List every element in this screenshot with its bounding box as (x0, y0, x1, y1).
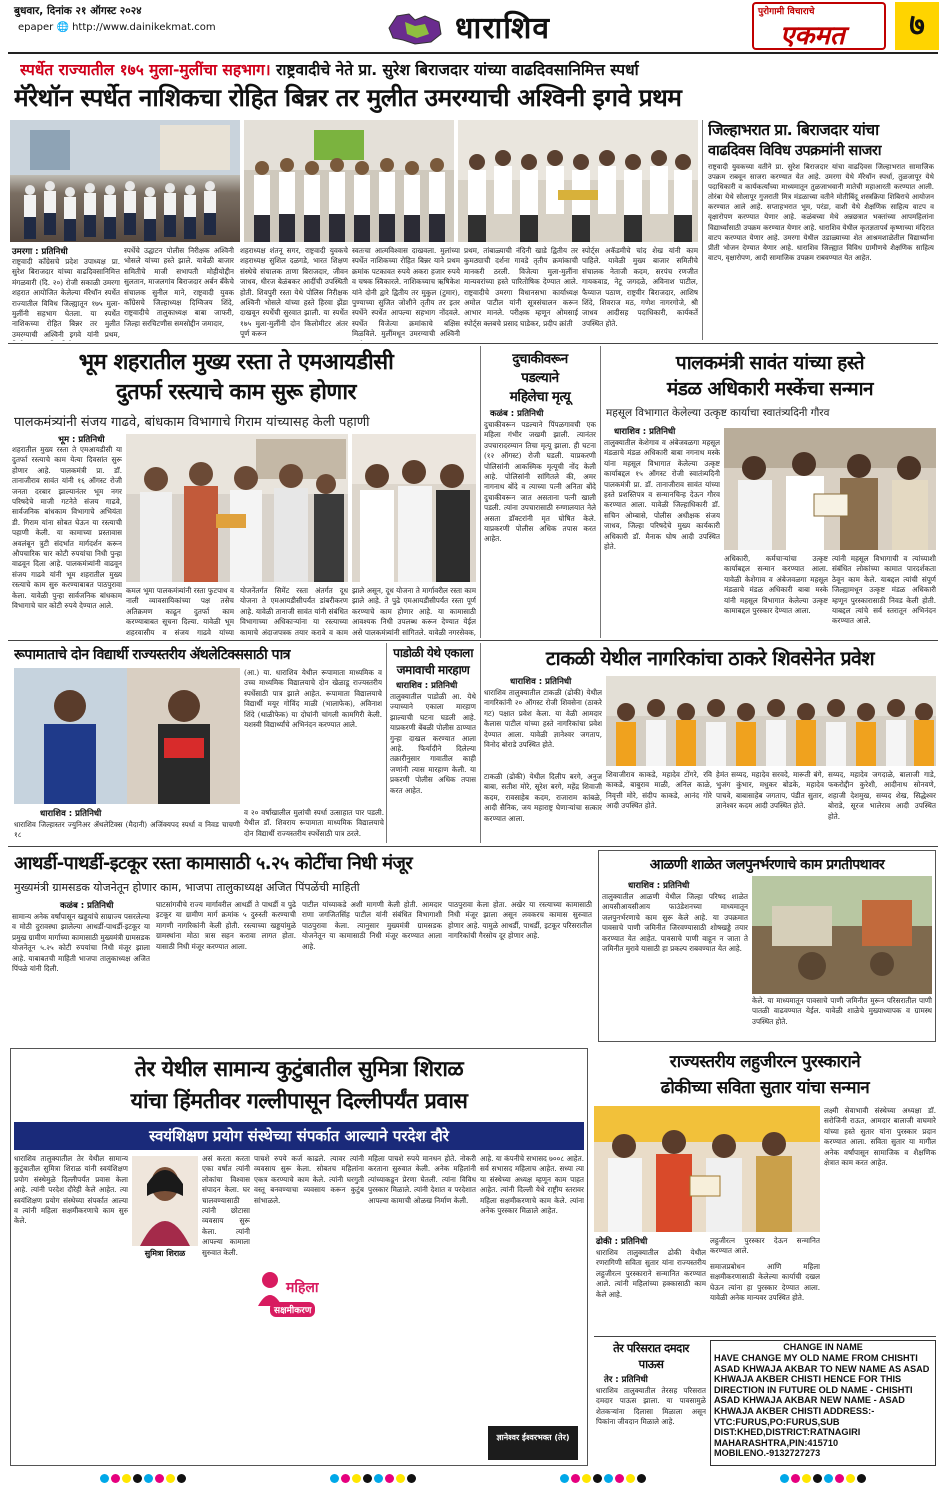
athardi-headline: आथर्डी-पाथर्डी-इटकूर रस्ता कामासाठी ५.२५ कोटींचा निधी मंजूर (14, 853, 413, 874)
athletics-headline: रूपामाताचे दोन विद्यार्थी राज्यस्तरीय ॲथलेटिक्ससाठी पात्र (14, 647, 290, 663)
lahuji-headline-2: ढोकीच्या सविता सुतार यांचा सन्मान (660, 1078, 870, 1098)
column-rule (386, 643, 387, 843)
sawant-col-2: अधिकारी, कर्मचाऱ्यांचा उत्कृष्ट कार्याबद्दल सन्मान करण्यात आला. यावेळी केशेगाव व अंबेजवळगा महसूल मंडळाचे मंडळ अधिकारी बाबा मस्के यांनी महसूल विभागात केलेल्या उत्कृष्ट कामाबद्दल पुरस्कार देण्यात आला. (724, 554, 828, 616)
marathon-col-2: स्पर्धेचे उद्घाटन पोलीस निरीक्षक अश्विनी भोसले यांच्या हस्ते झाले. यावेळी बाजार समितीचे माजी सभापती मोहीयोद्दीन सुलतान, माजलगांव बिराजदार अर्बन बँकेचे संचालक सुनील माने, राष्ट्रवादी युवक काँग्रेसचे जिल्हाध्यक्ष दिग्विजय शिंदे, राष्ट्रवादीचे तालुकाध्यक्ष बाबा जाफरी, जिल्हा सरचिटणीस समसोद्दीन जमादार, (124, 246, 234, 328)
bhoom-headline-2: दुतर्फा रस्त्याचे काम सुरू होणार (115, 380, 357, 405)
bhoom-col-4: झाले असून, दूध योजना ते मार्गावरील रस्ता काम झाले आहे. ते पुढे एमआयडीसीपर्यंत रस्ता पूर्ण करण्याचे काम होणार आहे. या कामासाठी आवश्यक निधी उपलब्ध करून देण्यात येईल असे पालकमंत्र्यांनी सांगितले. यावेळी नगरसेवक, (352, 586, 476, 636)
athardi-subhead: मुख्यमंत्री ग्रामसडक योजनेतून होणार काम, भाजपा तालुकाध्यक्ष अजित पिंपळेंची माहिती (14, 881, 360, 894)
bhoom-headline-1: भूम शहरातील मुख्य रस्ता ते एमआयडीसी (78, 350, 394, 375)
ter-headline-1: तेर परिसरात दमदार (613, 1341, 689, 1355)
takali-dateline: धाराशिव : प्रतिनिधी (510, 677, 572, 687)
sawant-headline-1: पालकमंत्री सावंत यांच्या हस्ते (675, 352, 865, 374)
athardi-col-2: घाटसांगवीचे राज्य मार्गावरील आथर्डी ते पाथर्डी व पुढे इटकूर या ग्रामीण मार्ग क्रमांक ५ दुरुस्ती करण्याची मागणी नागरिकांनी केली होती. रस्त्याच्या खड्डयांमुळे ग्रामस्थांना मोठा त्रास सहन करावा लागत होता. यासाठी निधी मंजूर करण्यात आला. (156, 900, 296, 951)
sawant-photo (724, 428, 936, 550)
page-name: धाराशिव (455, 11, 551, 46)
accident-headline-2: पडल्याने (521, 370, 559, 386)
marathon-photo-flag (244, 120, 454, 242)
column-rule (480, 643, 481, 843)
aalni-dateline: धाराशिव : प्रतिनिधी (628, 881, 690, 891)
athletics-dateline: धाराशिव : प्रतिनिधी (40, 809, 102, 819)
kicker-black: राष्ट्रवादीचे नेते प्रा. सुरेश बिराजदार यांच्या वाढदिवसानिमित्त स्पर्धा (276, 61, 639, 79)
website-url: http://www.dainikekmat.com (72, 22, 216, 33)
marathon-col-6: स्पोर्ट्स अकॅडमीचे चांद शेख यांनी काम पाहिले. यावेळी मुख्य बाजार समितीचे संचालक नेताजी कदम, सरपंच रणजीत गायकवाड, नेटू जगदळे, अविनाश पाटील, फैय्याज पठाण, राष्ट्रवीर बिराजदार, आशिष शिंदे, शिवराज मठ, गणेश नागरगोजे, श्री जाधव आदीसह पदाधिकारी, कार्यकर्ते उपस्थित होते. (582, 246, 698, 328)
athardi-col-3: पाटील यांच्याकडे अशी मागणी केली होती. आमदार राणा जगजितसिंह पाटील यांनी संबंधित विभागाशी पाठपुरावा केला. त्यानुसार मुख्यमंत्री ग्रामसडक योजनेतून या कामासाठी निधी मंजूर करण्यात आला आहे. (302, 900, 442, 951)
accident-headline-3: महिलेचा मृत्यू (509, 389, 571, 405)
mahila-logo-line-1: महिला (286, 1280, 319, 1296)
aalni-text-2: केले. या माध्यमातून पावसाचे पाणी जमिनीत मुरून परिसरातील पाणी पातळी वाढवण्यात येईल. यावेळी शाळेचे मुख्याध्यापक व ग्रामस्थ उपस्थित होते. (752, 996, 932, 1026)
sumitra-col-3b (254, 1336, 364, 1464)
change-name-title: CHANGE IN NAME (783, 1342, 863, 1352)
ter-dateline: तेर : प्रतिनिधी (604, 1375, 648, 1385)
color-registration-marks (780, 1474, 866, 1483)
aalni-headline: आळणी शाळेत जलपुनर्भरणाचे काम प्रगतीपथावर (649, 857, 885, 873)
sumitra-col-4: महिला पाचशे रुपये मानधन होते. नोकरी करताना सुरुवात केली. अनेक महिलांनी त्यांच्याकडून प्रेरणा घेतली. त्यांना विविध पुरस्कार मिळाले. त्यांनी देशात व परदेशात आपल्या कामाची ओळख निर्माण केली. (368, 1154, 476, 1205)
marathon-col-1: राष्ट्रवादी काँग्रेसचे प्रदेश उपाध्यक्ष प्रा. सुरेश बिराजदार यांच्या वाढदिवसानिमित्त मंगळवारी (दि. २०) रोजी सकाळी उमरगा शहरात आयोजित केलेल्या मॅरेथॉन स्पर्धेत राज्यातील विविध जिल्ह्यातून १७५ मुला-मुलींनी सहभाग घेतला. या स्पर्धेत नाशिकच्या रोहित बिन्नर तर मुलीत उमरग्याची अश्विनी इगवे यांनी प्रथम, (12, 257, 120, 339)
beating-dateline: धाराशिव : प्रतिनिधी (396, 681, 458, 691)
sumitra-col-2b (132, 1262, 250, 1464)
takali-col-2: टाकळी (ढोकी) येथील दिलीप बरगे, अनुज बाबा, सतीश मोरे, सूरेश बरगे, महेंद्र शिवाजी कदम, रावसाहेब कदम, राजाराम कांबळे, आदी सैनिक, जय महाराष्ट्र घेणाऱ्यांचा सत्कार करण्यात आला. (484, 772, 602, 823)
ter-headline-2: पाऊस (638, 1357, 664, 1371)
athardi-col-1: सामान्य अनेक वर्षांपासून खड्डयांचे साम्राज्य पसरलेल्या व मोठी दुरावस्था झालेल्या आथर्डी-पाथर्डी-इटकूर या प्रमुख ग्रामीण मार्गाच्या कामासाठी मुख्यमंत्री ग्रामसडक योजनेतून ५.२५ कोटी रुपयांचा निधी मंजूर झाला आहे. याबाबतची माहिती भाजपा तालुकाध्यक्ष अजित पिंपळे यांनी दिली. (12, 912, 150, 974)
epaper-label: epaper (18, 22, 54, 33)
accident-text: दुचाकीवरून पडल्याने पिंपळगावची एक महिला गंभीर जखमी झाली. त्यानंतर उपचारादरम्यान तिचा मृत्यू झाला. ही घटना (१२ ऑगस्ट) रोजी घडली. याप्रकरणी पोलिसांनी आकस्मिक मृत्यूची नोंद केली आहे. पोलिसांनी सांगितले की, अमर नागनाथ बोंदे व त्याच्या पत्नी अनिता बोंदे दुचाकीवरून जात असताना पत्नी खाली पडली. त्यांना उपचारासाठी रुग्णालयात नेले असता डॉक्टरांनी मृत घोषित केले. याप्रकरणी पोलीस अधिक तपास करत आहेत. (484, 420, 596, 544)
page-number: ७ (895, 2, 939, 50)
bhoom-photo-2 (352, 434, 476, 582)
color-registration-marks (330, 1474, 416, 1483)
sawant-subhead: महसूल विभागात केलेल्या उत्कृष्ट कार्याचा स्वातंत्र्यदिनी गौरव (606, 407, 830, 419)
sumitra-photo-caption: सुमित्रा शिराळ (144, 1249, 186, 1258)
issue-date: बुधवार, दिनांक २१ ऑगस्ट २०२४ (14, 5, 142, 17)
beating-headline-1: पाडोळी येथे एकाला (393, 646, 473, 660)
lahuji-col-1: लक्ष्मी सेवाभावी संस्थेच्या अध्यक्षा डॉ. सरोजिनी राऊत, आमदार बालाजी वाघमारे यांच्या हस्ते सुतार यांना पुरस्कार प्रदान करण्यात आला. सविता सुतार या मागील अनेक वर्षांपासून सामाजिक व शैक्षणिक क्षेत्रात काम करत आहेत. (824, 1106, 936, 1168)
sumitra-banner-text: स्वयंशिक्षण प्रयोग संस्थेच्या संपर्कात आल्याने परदेश दौरे (149, 1127, 449, 1145)
athletics-text-2: व २० वर्षांखालील मुलांची स्पर्धा उत्साहात पार पडली. येथील डॉ. शिवराय रूपामाता माध्यमिक विद्यालयाचे दोन विद्यार्थी राज्यस्तरीय स्पर्धेसाठी पात्र ठरले. (244, 808, 384, 838)
brand-name: एकमत (780, 21, 845, 51)
beating-headline-2: जमावाची मारहाण (396, 663, 470, 677)
sumitra-headline-1: तेर येथील सामान्य कुटुंबातील सुमित्रा शिराळ (134, 1057, 464, 1082)
section-rule (8, 846, 938, 847)
sumitra-photo (132, 1156, 198, 1246)
takali-photo (606, 676, 936, 766)
change-name-text: HAVE CHANGE MY OLD NAME FROM CHISHTI ASAD KHWAJA AKBAR TO NEW NAME AS ASAD KHWAJA AKBER CHISTI HENCE FOR THIS DIRECTION IN FUTURE OLD NAME - CHISHTI ASAD KHWAJA AKBAR NEW NAME - ASAD KHWAJA AKBER CHISTI ADDRESS:-VTC:FURUS,PO:FURUS,SUB DIST:KHED,DISTRICT:RATNAGIRI MAHARASHTRA,PIN:415710 MOBILENO.-9132727273 (714, 1353, 930, 1459)
sumitra-headline-2: यांचा हिंमतीवर गल्लीपासून दिल्लीपर्यंत प्रवास (130, 1089, 468, 1114)
accident-headline-1: दुचाकीवरून (512, 351, 568, 367)
mahila-logo (254, 1262, 340, 1332)
athardi-dateline: कळंब : प्रतिनिधी (60, 901, 114, 911)
marathon-col-3: शहराध्यक्ष शंतनू सगर, राष्ट्रवादी युवकचे शहराध्यक्ष सुशिल दळगडे, भारत शिक्षण संस्थेचे संचालक ताणा बिराजदार, जीवन जाधव, धीरज बेळंबकर आदींची उपस्थिती होती. शिवपुरी रस्ता येथे पोलिस निरीक्षक अश्विनी भोसले यांच्या हस्ते हिरवा झेंडा दाखवून स्पर्धेची सुरवात झाली. या स्पर्धेत १७५ मुला-मुलींनी दोन किलोमीटर अंतर पूर्ण करून (240, 246, 348, 339)
sumitra-col-5: आहे. या कंपनीचे सभासद ७००८ आहेत. सर्व सभासद महिलाच आहेत. सध्या त्या या संस्थेच्या अध्यक्ष म्हणून काम पाहत आहेत. त्यांनी दिल्ली येथे राष्ट्रीय स्तरावर महिला सक्षमीकरणाचे काम केले. त्यांना अनेक पुरस्कार मिळाले आहेत. (480, 1154, 584, 1216)
mahila-logo-line-2: सक्षमीकरण (270, 1302, 315, 1317)
marathon-col-5: प्रथम, तांबाळ्याची नंदिनी खाडे द्वितीय तर कुमठ्याची दर्शना गावडे तृतीय क्रमांकाची मानकरी ठरली. विजेत्या मुला-मुलींना मान्यवरांच्या हस्ते पारितोषिक देण्यात आले. राष्ट्रवादीचे उमरगा विधानसभा कार्याध्यक्ष अमोल पाटील यांनी सूत्रसंचालन करून आभार मानले. परीक्षक म्हणून ओमसाई स्पोर्ट्स क्लबचे प्रसाद घाडेकर, प्रदीप क्रांती (464, 246, 578, 328)
lahuji-headline-1: राज्यस्तरीय लहुजीरत्न पुरस्काराने (669, 1052, 861, 1072)
bhoom-subhead: पालकमंत्र्यांनी संजय गाढवे, बांधकाम विभागाचे गिराम यांच्यासह केली पहाणी (14, 415, 370, 430)
bhoom-dateline: भूम : प्रतिनिधी (58, 435, 105, 445)
marathon-photo-runners (10, 120, 240, 242)
athardi-col-4: पाठपुरावा केला होता. अखेर या रस्त्याच्या कामासाठी निधी मंजूर झाला असून लवकरच कामास सुरुवात होणार आहे. यामुळे आथर्डी, पाथर्डी, इटकूर परिसरातील नागरिकांची गैरसोय दूर होणार आहे. (448, 900, 592, 941)
women-empowerment-icon (254, 1262, 340, 1332)
lahuji-col-3: समाजप्रबोधन आणि महिला सक्षमीकरणासाठी केलेल्या कार्याची दखल घेऊन त्यांना हा पुरस्कार देण्यात आला. यावेळी अनेक मान्यवर उपस्थित होते. (710, 1262, 820, 1303)
bhoom-col-3: योजनेंतर्गत सिमेंट रस्ता अंतर्गत दूध योजना ते एमआयडीसीपर्यंत डांबरीकरण आहे. यावेळी तानाजी सावंत यांनी संबंधित विभागाच्या अधिकाऱ्यांना या रस्त्याच्या कामाचे अंदाजपत्रक तयार करावे व काम (240, 586, 348, 636)
birthday-text: राष्ट्रवादी युवकच्या वतीने प्रा. सुरेश बिराजदार यांचा वाढदिवस जिल्हाभरात सामाजिक उपक्रम राबवून साजरा करण्यात येत आहे. उमरगा येथे मॅरेथॉन स्पर्धा, तुळजापूर येथे पदाधिकारी व कार्यकर्त्यांच्या माध्यमातून तुळजाभवानी मातेची महाआरती करण्यात आली. तोरंबा येथे सोलापूर गुजराती मित्र मंडळाच्या वतीने मोतीबिंदू शस्त्रक्रिया शिबिराचे आयोजन करण्यात आले आहे. सप्ताहभरात भूम, परंडा, वाशी येथे शैक्षणिक साहित्य वाटप व वृक्षारोपण करण्यात येणार आहे. कळंबच्या मेथे अन्नछत्रात भक्तांच्या आपमहिलांना विद्यार्थ्यांसाठी उपक्रम करण्यात येणार आहे. धाराशिव येथील कृतज्ञतापर्व कृष्णाच्या मंदिरात वाटप करण्यात येणार आहे. उमरगा येथील उडाळ्याच्या शेत आश्रमशाळेतील विद्यार्थ्यांना प्रीती भोजन देण्यात येणार आहे. धाराशिव जिल्ह्यात विविध ग्रामीणचे शैक्षणिक साहित्य वाटप, वृक्षारोपण, आदी सामाजिक उपक्रम राबवण्यात येत आहेत. (708, 163, 934, 262)
sumitra-col-3: पाचशे रुपये कर्ज काढले. त्यावर त्यांनी व्यवसाय सुरू केला. सोबतच महिलांना एकत्र करण्याचे काम केले. त्यांनी घरगुती वस्तू बनवण्याचा व्यवसाय करून कुटुंब सांभाळले. (254, 1154, 364, 1205)
takali-col-1: धाराशिव तालुक्यातील टाकळी (ढोकी) येथील नागरिकांनी २० ऑगस्ट रोजी शिवसेना (ठाकरे गट) पक्षात प्रवेश केला. या वेळी आमदार कैलास पाटील यांच्या हस्ते नागरिकांचा प्रवेश देण्यात आला. यावेळी ज्ञानेश्वर जगताप, विनोद बोराडे उपस्थित होते. (484, 688, 602, 750)
marathon-photo-prize (458, 120, 698, 242)
bhoom-col-1: शहरातील मुख्य रस्ता ते एमआयडीसी या दुतर्फा रस्त्याचे काम येत्या दिवसांत सुरू होणार आहे. पालकमंत्री प्रा. डॉ. तानाजीराव सावंत यांनी १६ ऑगस्ट रोजी जनता दरबार झाल्यानंतर भूम नगर परिषदेचे माजी गटनेते संजय गाढवे, सार्वजनिक बांधकाम विभागाचे अभियंता डी. गिराम यांना सोबत घेऊन या रस्त्याची पहाणी केली. या कामाच्या प्रस्तावास अवलंबून त्रुटी संदर्भात मार्गदर्शन करून औपचारिक चार कोटी रुपयांचा निधी पुन्हा वाढवून दिला आहे. पालकमंत्र्यांनी वाढवून संजय गाढवे यांनी भूम शहरातील मुख्य रस्त्याचे काम सुरु करण्याबाबत पाठपुरावा केला. यावेळी पुन्हा सार्वजनिक बांधकाम विभागाचे चार कोटी रुपये देण्यात आले. (12, 445, 122, 611)
marathon-headline: मॅरेथॉन स्पर्धेत नाशिकचा रोहित बिन्नर तर मुलीत उमरग्याची अश्विनी इगवे प्रथम (14, 83, 682, 112)
brand-tagline: पुरोगामी विचाराचे (758, 7, 815, 17)
takali-col-4: हेमंत सय्यद, महादेव सरवदे, मारूती बंगे, भुजंग कुंभार, मधुकर बोडके, महादेव पाचवे, बाबासाहेब जगताप, पंडीत सुतार, ज्ञानेश्वर कदम आदी उपस्थित होते. (716, 770, 824, 811)
column-rule (600, 346, 601, 638)
globe-icon: 🌐 (56, 22, 69, 33)
sumitra-author: ज्ञानेश्वर ईश्वरभक्त (तेर) (496, 1433, 570, 1442)
section-rule (8, 343, 938, 344)
bhoom-photo (126, 434, 348, 582)
athletics-text: धाराशिव जिल्हास्तर ज्युनिअर ॲथलेटिक्स (मैदानी) अजिंक्यपद स्पर्धा व निवड चाचणी १८ (14, 820, 240, 840)
lahuji-dateline: ढोकी : प्रतिनिधी (596, 1237, 648, 1247)
takali-col-5: सय्यद, महादेव जगदाळे, बालाजी गाडे, फकरोद्दीन कुरेशी, आदीनाथ सोनवणे, शहाजी देशमुख, सय्यद शेख, सिद्धेश्वर बोराडे, सूरज भालेराव आदी उपस्थित होते. (828, 770, 936, 821)
marathon-col-4: स्वतःचा आत्मविश्वास दाखवला. मुलांच्या स्पर्धेत नाशिकच्या रोहित बिन्नर याने प्रथम क्रमांक पटकावत रुपये अकरा हजार रुपये व चषक स्विकारले. नाशिकच्याच ऋषिकेश यांने दोनी द्वारे द्वितीय तर मुकुल (टुमार), पुण्याच्या सुजित जोशीने तृतीय तर इतर स्पर्धेने स्पर्धेत आपल्या सहभाग नोंदवले. स्पर्धेत विजेत्या क्रमांकाचे बक्षिस मिळविले. मुलींमधून उमरग्याची अश्विनी (352, 246, 460, 339)
lahuji-photo (594, 1106, 820, 1232)
section-rule (8, 640, 938, 641)
sumitra-col-1: धाराशिव तालुक्यातील तेर येथील सामान्य कुटुंबातील सुमित्रा शिराळ यांनी स्वयंशिक्षण प्रयोग संस्थेमुळे दिल्लीपर्यंत प्रवास केला आहे. त्यांनी परदेश दौरेही केले आहेत. त्या स्वयंशिक्षण प्रयोग संस्थेच्या संपर्कात आल्या व त्यांनी महिला सक्षमीकरणाचे काम सुरु केले. (14, 1154, 128, 1226)
beating-text: तालुक्यातील पाडोळी आ. येथे ज्याच्याने एकाला मारहाण झाल्याची घटना घडली आहे. याप्रकरणी बेंबळी पोलीस ठाण्यात गुन्हा दाखल करण्यात आला आहे. फिर्यादीने दिलेल्या तक्रारीनुसार गावातील काही जणांनी त्यास मारहाण केली. या प्रकरणी पोलीस अधिक तपास करत आहेत. (390, 692, 476, 795)
ter-text: धाराशिव तालुक्यातील तेरसह परिसरात दमदार पाऊस झाला. या पावसामुळे शेतकऱ्यांना दिलासा मिळाला असून पिकांना जीवदान मिळाले आहे. (596, 1386, 706, 1427)
district-map-icon (385, 8, 445, 48)
color-registration-marks (100, 1474, 186, 1483)
athletics-col-3: (आ.) या. धाराशिव येथील रूपामाता माध्यमिक व उच्च माध्यमिक विद्यालयाचे दोन खेळाडू राज्यस्तरीय स्पर्धेसाठी पात्र झाले आहेत. रूपामाता विद्यालयाचे विद्यार्थी मयूर गोविंद माळी (भालाफेक), अविनाश शिंदे (थाळीफेक) या दोघांनी चांगली कामगिरी केली. यशस्वी विद्यार्थ्यांचे अभिनंदन करण्यात आले. (244, 668, 382, 730)
sawant-col-1: तालुक्यातील केशेगाव व अंबेजवळगा महसूल मंडळाचे मंडळ अधिकारी बाबा नगनाथ मस्के यांना महसूल विभागात केलेल्या उत्कृष्ट कार्याबद्दल १५ ऑगस्ट रोजी स्वातंत्र्यदिनी पालकमंत्री प्रा. डॉ. तानाजीराव सावंत यांच्या हस्ते प्रशस्तिपत्र व सन्मानचिन्ह देऊन गौरव करण्यात आला. यावेळी जिल्हाधिकारी डॉ. सचिन ओम्बासे, पोलीस अधीक्षक संजय जाधव, जिल्हा परिषदेचे मुख्य कार्यकारी अधिकारी डॉ. मैनाक घोष आदी उपस्थित होते. (604, 438, 720, 552)
color-registration-marks (560, 1474, 646, 1483)
athletics-photo (14, 668, 240, 804)
birthday-headline-2: वाढदिवस विविध उपक्रमांनी साजरा (708, 143, 882, 159)
bhoom-col-2: कमल भूमा पालकमंत्र्यांनी रस्ता फुटपाथ व नाली व्यावसायिकांच्या पक्ष तसेच अतिक्रमण काढून दुतर्फा काम करण्याबाबत सूचना दिल्या. यावेळी भूम शहरवासीय व संजय गाढवे यांच्या (126, 586, 234, 636)
lahuji-col-2: धाराशिव तालुक्यातील ढोकी येथील रणरागिणी सविता सुतार यांना राज्यस्तरीय लहुजीरत्न पुरस्काराने सन्मानित करण्यात आले. त्यांनी महिलांच्या हक्कासाठी काम केले आहे. (596, 1248, 706, 1299)
column-rule (480, 346, 481, 638)
masthead-rule (8, 52, 938, 54)
takali-col-3: शिवाजीराव काकडे, महादेव टोंगरे, रवि काकडे, बाबुराव माळी, अनिल काळे, निवृत्ती मोरे, संदीप काकडे, आनंद गोरे आदी उपस्थित होते. (606, 770, 712, 811)
sawant-dateline: धाराशिव : प्रतिनिधी (614, 427, 676, 437)
accident-dateline: कळंब : प्रतिनिधी (490, 409, 544, 419)
aalni-photo (752, 876, 932, 994)
sumitra-col-2: असं करता करता एका वर्षात त्यांनी लोकांचा विश्वास संपादन केला. घर चालवण्यासाठी त्यांनी छोटासा व्यवसाय सुरू केला. त्यांनी आपल्या कामाला सुरुवात केली. (202, 1154, 250, 1257)
sawant-headline-2: मंडळ अधिकारी मस्केंचा सन्मान (666, 378, 874, 400)
birthday-headline-1: जिल्हाभरात प्रा. बिराजदार यांचा (708, 121, 879, 139)
marathon-kicker (20, 58, 930, 80)
kicker-red: स्पर्धेत राज्यातील १७५ मुला-मुलींचा सहभाग। (20, 61, 271, 79)
epaper-link[interactable] (18, 22, 216, 33)
marathon-dateline: उमरगा : प्रतिनिधी (12, 247, 68, 257)
lahuji-caption: लहुजीरत्न पुरस्कार देऊन सन्मानित करण्यात आले. (710, 1236, 820, 1256)
sawant-col-3: त्यांनी महसूल विभागाची व त्यांच्याशी संबंधित लोकांच्या कामात पारदर्शकता ठेवून काम केले. याबद्दल त्यांची संपूर्ण जिल्ह्यामधून उत्कृष्ट मंडळ अधिकारी म्हणून पुरस्कारासाठी निवड केली होती. याबद्दल त्यांचे सर्व स्तरातून अभिनंदन करण्यात आले. (832, 554, 936, 626)
section-rule (594, 1336, 936, 1337)
aalni-text: तालुक्यातील आळणी येथील जिल्हा परिषद शाळेत आयसीआयसीआय फाउंडेशनच्या माध्यमातून जलपुनर्भरणाचे काम सुरू केले आहे. या उपक्रमात पावसाचे पाणी जमिनीत जिरवण्यासाठी शोषखड्डे तयार करण्यात येत आहेत. पावसाचे पाणी वाहून न जाता ते जमिनीत मुरावे यासाठी हा प्रकल्प राबवण्यात येत आहे. (602, 892, 748, 954)
takali-headline: टाकळी येथील नागरिकांचा ठाकरे शिवसेनेत प्रवेश (545, 647, 875, 670)
